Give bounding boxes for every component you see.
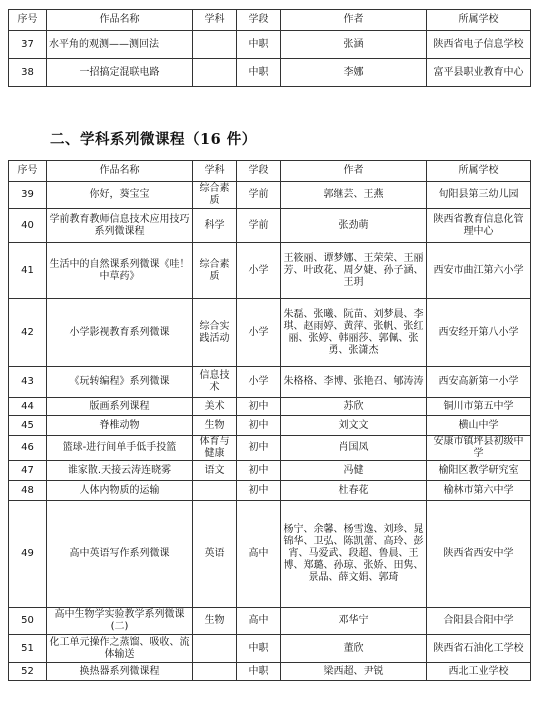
table-row [9, 608, 531, 635]
cell-no: 40 [9, 209, 47, 243]
works-table-top [8, 9, 531, 87]
cell-title: 篮球-进行间单手低手投篮 [47, 436, 193, 461]
cell-subject: 综合素质 [193, 243, 237, 299]
cell-author: 朱格格、李博、张艳召、郇涛涛 [281, 367, 427, 398]
cell-author: 朱磊、张曦、阮苗、刘梦晨、李琪、赵雨婷、黄萍、张帆、张红丽、张婷、韩丽莎、郭佩、张勇、张潇杰 [281, 299, 427, 367]
table-row [9, 367, 531, 398]
cell-title: 小学影视教育系列微课 [47, 299, 193, 367]
cell-stage: 初中 [237, 398, 281, 416]
cell-title: 高中英语写作系列微课 [47, 501, 193, 608]
cell-no: 46 [9, 436, 47, 461]
cell-school: 陕西省石油化工学校 [427, 635, 531, 663]
header-subject: 学科 [193, 10, 237, 31]
table-row [9, 182, 531, 209]
cell-no: 52 [9, 663, 47, 681]
table-row [9, 635, 531, 663]
header-subject: 学科 [193, 161, 237, 182]
cell-title: 化工单元操作之蒸馏、吸收、流体输送 [47, 635, 193, 663]
table-row [9, 501, 531, 608]
table-row [9, 398, 531, 416]
cell-school: 铜川市第五中学 [427, 398, 531, 416]
cell-school: 富平县职业教育中心 [427, 59, 531, 87]
cell-subject [193, 59, 237, 87]
cell-subject [193, 31, 237, 59]
cell-subject: 美术 [193, 398, 237, 416]
cell-author: 董欣 [281, 635, 427, 663]
cell-no: 41 [9, 243, 47, 299]
cell-title: 学前教育教师信息技术应用技巧系列微课程 [47, 209, 193, 243]
table-row [9, 461, 531, 481]
table-row [9, 59, 531, 87]
table-row [9, 481, 531, 501]
cell-author: 杨宁、余馨、杨雪逸、刘珍、晁锦华、卫弘、陈凯蕾、高玲、彭宵、马爱武、段超、鲁晨、王博、郑璐、孙琼、张娇、田隽、景晶、薛文娟、郭琦 [281, 501, 427, 608]
header-author: 作者 [281, 10, 427, 31]
cell-school: 西安经开第八小学 [427, 299, 531, 367]
cell-school: 榆林市第六中学 [427, 481, 531, 501]
section-title: 二、学科系列微课程（16 件） [50, 131, 257, 148]
header-row [9, 161, 531, 182]
cell-title: 你好，葵宝宝 [47, 182, 193, 209]
cell-school: 西安市曲江第六小学 [427, 243, 531, 299]
cell-school: 西北工业学校 [427, 663, 531, 681]
cell-no: 45 [9, 416, 47, 436]
header-stage: 学段 [237, 10, 281, 31]
cell-subject [193, 635, 237, 663]
cell-no: 37 [9, 31, 47, 59]
cell-title: 人体内物质的运输 [47, 481, 193, 501]
cell-author: 张涵 [281, 31, 427, 59]
cell-school: 陕西省电子信息学校 [427, 31, 531, 59]
cell-title: 版画系列课程 [47, 398, 193, 416]
cell-subject: 体育与健康 [193, 436, 237, 461]
cell-stage: 高中 [237, 608, 281, 635]
cell-school: 合阳县合阳中学 [427, 608, 531, 635]
header-no: 序号 [9, 161, 47, 182]
cell-stage: 初中 [237, 461, 281, 481]
header-author: 作者 [281, 161, 427, 182]
cell-subject: 生物 [193, 608, 237, 635]
cell-title: 换热器系列微课程 [47, 663, 193, 681]
cell-stage: 高中 [237, 501, 281, 608]
table-row [9, 243, 531, 299]
cell-school: 旬阳县第三幼儿园 [427, 182, 531, 209]
cell-stage: 小学 [237, 243, 281, 299]
cell-no: 44 [9, 398, 47, 416]
header-title: 作品名称 [47, 161, 193, 182]
cell-no: 47 [9, 461, 47, 481]
cell-stage: 初中 [237, 481, 281, 501]
cell-school: 安康市镇坪县初级中学 [427, 436, 531, 461]
cell-subject: 综合实践活动 [193, 299, 237, 367]
cell-stage: 中职 [237, 59, 281, 87]
header-stage: 学段 [237, 161, 281, 182]
cell-author: 杜春花 [281, 481, 427, 501]
header-school: 所属学校 [427, 10, 531, 31]
header-no: 序号 [9, 10, 47, 31]
cell-no: 42 [9, 299, 47, 367]
cell-stage: 中职 [237, 31, 281, 59]
table-row [9, 31, 531, 59]
cell-author: 冯健 [281, 461, 427, 481]
cell-subject [193, 663, 237, 681]
header-title: 作品名称 [47, 10, 193, 31]
cell-no: 51 [9, 635, 47, 663]
cell-no: 50 [9, 608, 47, 635]
cell-stage: 学前 [237, 182, 281, 209]
cell-subject [193, 481, 237, 501]
works-table-series [8, 160, 531, 681]
cell-stage: 小学 [237, 299, 281, 367]
table-row [9, 209, 531, 243]
cell-author: 刘文文 [281, 416, 427, 436]
cell-no: 39 [9, 182, 47, 209]
cell-stage: 中职 [237, 663, 281, 681]
header-row [9, 10, 531, 31]
cell-subject: 英语 [193, 501, 237, 608]
cell-author: 郭继芸、王燕 [281, 182, 427, 209]
cell-author: 张劲萌 [281, 209, 427, 243]
cell-stage: 小学 [237, 367, 281, 398]
cell-subject: 信息技术 [193, 367, 237, 398]
cell-title: 脊椎动物 [47, 416, 193, 436]
cell-stage: 中职 [237, 635, 281, 663]
cell-stage: 初中 [237, 436, 281, 461]
cell-subject: 综合素质 [193, 182, 237, 209]
cell-no: 43 [9, 367, 47, 398]
cell-school: 西安高新第一小学 [427, 367, 531, 398]
table-row [9, 663, 531, 681]
cell-stage: 初中 [237, 416, 281, 436]
cell-author: 苏欣 [281, 398, 427, 416]
cell-subject: 科学 [193, 209, 237, 243]
cell-school: 陕西省西安中学 [427, 501, 531, 608]
cell-school: 榆阳区教学研究室 [427, 461, 531, 481]
cell-stage: 学前 [237, 209, 281, 243]
cell-author: 李娜 [281, 59, 427, 87]
cell-title: 水平角的观测——测回法 [47, 31, 193, 59]
table-row [9, 299, 531, 367]
cell-title: 谁家散.天接云涛连晓雾 [47, 461, 193, 481]
cell-subject: 语文 [193, 461, 237, 481]
cell-author: 王筱丽、谭梦娜、王荣荣、王丽芳、叶政花、周夕婕、孙子涵、王玥 [281, 243, 427, 299]
cell-author: 邓华宁 [281, 608, 427, 635]
table-row [9, 416, 531, 436]
cell-school: 陕西省教育信息化管理中心 [427, 209, 531, 243]
cell-author: 梁西超、尹锐 [281, 663, 427, 681]
cell-title: 一招搞定混联电路 [47, 59, 193, 87]
cell-title: 生活中的自然课系列微课《哇！中草药》 [47, 243, 193, 299]
header-school: 所属学校 [427, 161, 531, 182]
cell-no: 49 [9, 501, 47, 608]
cell-author: 肖国凤 [281, 436, 427, 461]
cell-school: 横山中学 [427, 416, 531, 436]
cell-subject: 生物 [193, 416, 237, 436]
cell-no: 38 [9, 59, 47, 87]
cell-title: 高中生物学实验教学系列微课(二) [47, 608, 193, 635]
cell-title: 《玩转编程》系列微课 [47, 367, 193, 398]
cell-no: 48 [9, 481, 47, 501]
table-row [9, 436, 531, 461]
